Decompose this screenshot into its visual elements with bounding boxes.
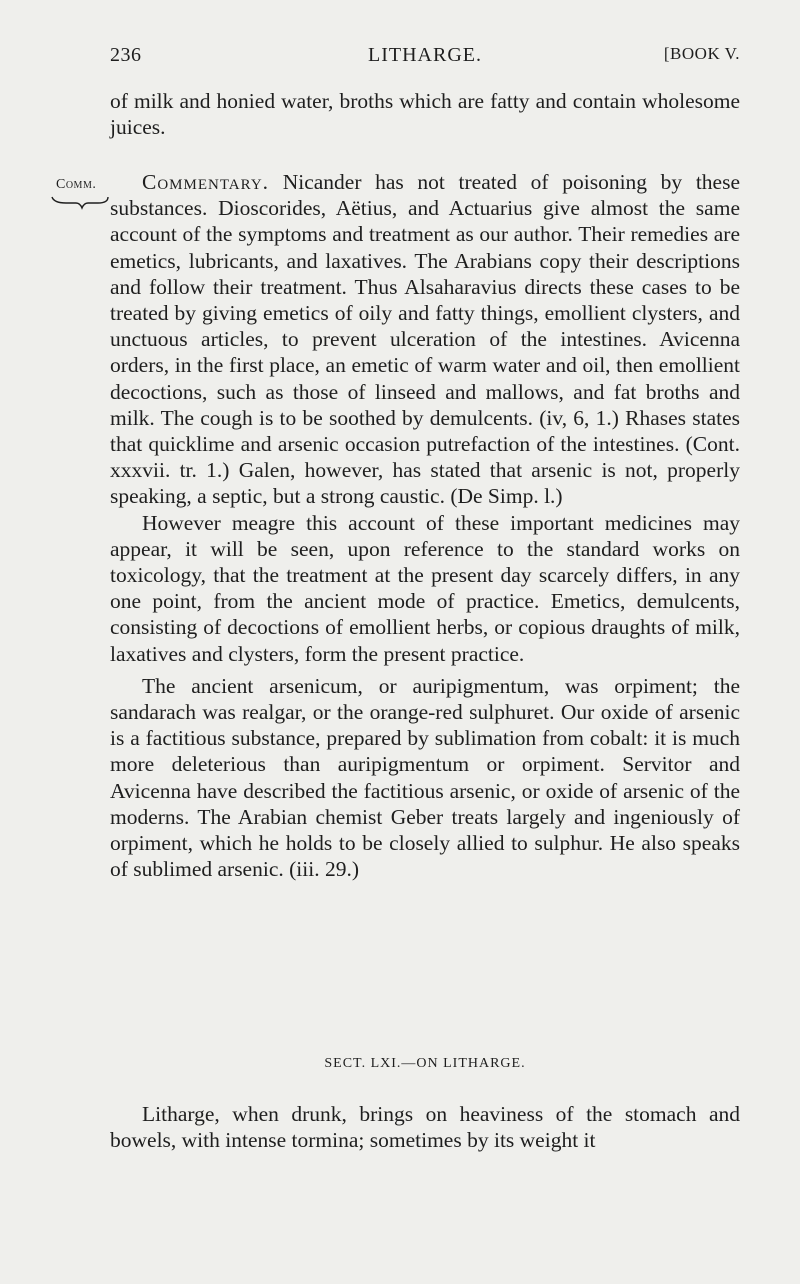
commentary-paragraph-3: The ancient arsenicum, or auripigmentum, was orpiment; the sandarach was realgar, or the orange-red sulphuret. Our oxide of arsenic is a factitious substance, prepared by sublimation from cobalt: it is much more deleterious than auripigmentum or orpiment. Servitor and Avicenna have described the factitious arsenic, or oxide of arsenic of the moderns. The Arabian chemist Geber treats largely and ingeniously of orpiment, which he holds to be closely allied to sulphur. He also speaks of sublimed arsenic. (iii. 29.) [110,673,740,882]
commentary-lead: Commentary. [142,170,270,194]
continuation-text: of milk and honied water, broths which are fatty and contain wholesome juices. [110,89,740,140]
margin-note: Comm. [56,177,97,192]
book-indicator: [BOOK V. [663,44,740,63]
commentary-section [110,169,740,882]
commentary-paragraph-1 [110,169,740,510]
section-text: Litharge, when drunk, brings on heaviness of the stomach and bowels, with intense tormina; sometimes by its weight it [110,1102,740,1153]
section-heading: SECT. LXI.—ON LITHARGE. [324,1056,526,1071]
page-number: 236 [110,44,142,66]
commentary-paragraph-2: However meagre this account of these important medicines may appear, it will be seen, upon reference to the standard works on toxicology, that the treatment at the present day scarcely differs, in any one point, from the ancient mode of practice. Emetics, demulcents, consisting of decoctions of emollient herbs, or copious draughts of milk, laxatives and clysters, form the present practice. [110,510,740,666]
margin-brace-icon [50,195,110,211]
commentary-paragraph-1-text: Nicander has not treated of poisoning by these substances. Dioscorides, Aëtius, and Actuarius give almost the same account of the symptoms and treatment as our author. Their remedies are emetics, lubricants, and laxatives. The Arabians copy their descriptions and follow their treatment. Thus Alsaharavius directs these cases to be treated by giving emetics of oily and fatty things, emollient clysters, and unctuous articles, to prevent ulceration of the intestines. Avicenna orders, in the first place, an emetic of warm water and oil, then emollient decoctions, such as those of linseed and mallows, and fat broths and milk. The cough is to be soothed by demulcents. (iv, 6, 1.) Rhases states that quicklime and arsenic occasion putrefaction of the intestines. (Cont. xxxvii. tr. 1.) Galen, however, has stated that arsenic is not, properly speaking, a septic, but a strong caustic. (De Simp. l.) [110,170,741,509]
running-header [110,44,740,74]
continuation-paragraph [110,88,740,140]
section-paragraph [110,1101,740,1153]
running-title: LITHARGE. [368,44,482,66]
